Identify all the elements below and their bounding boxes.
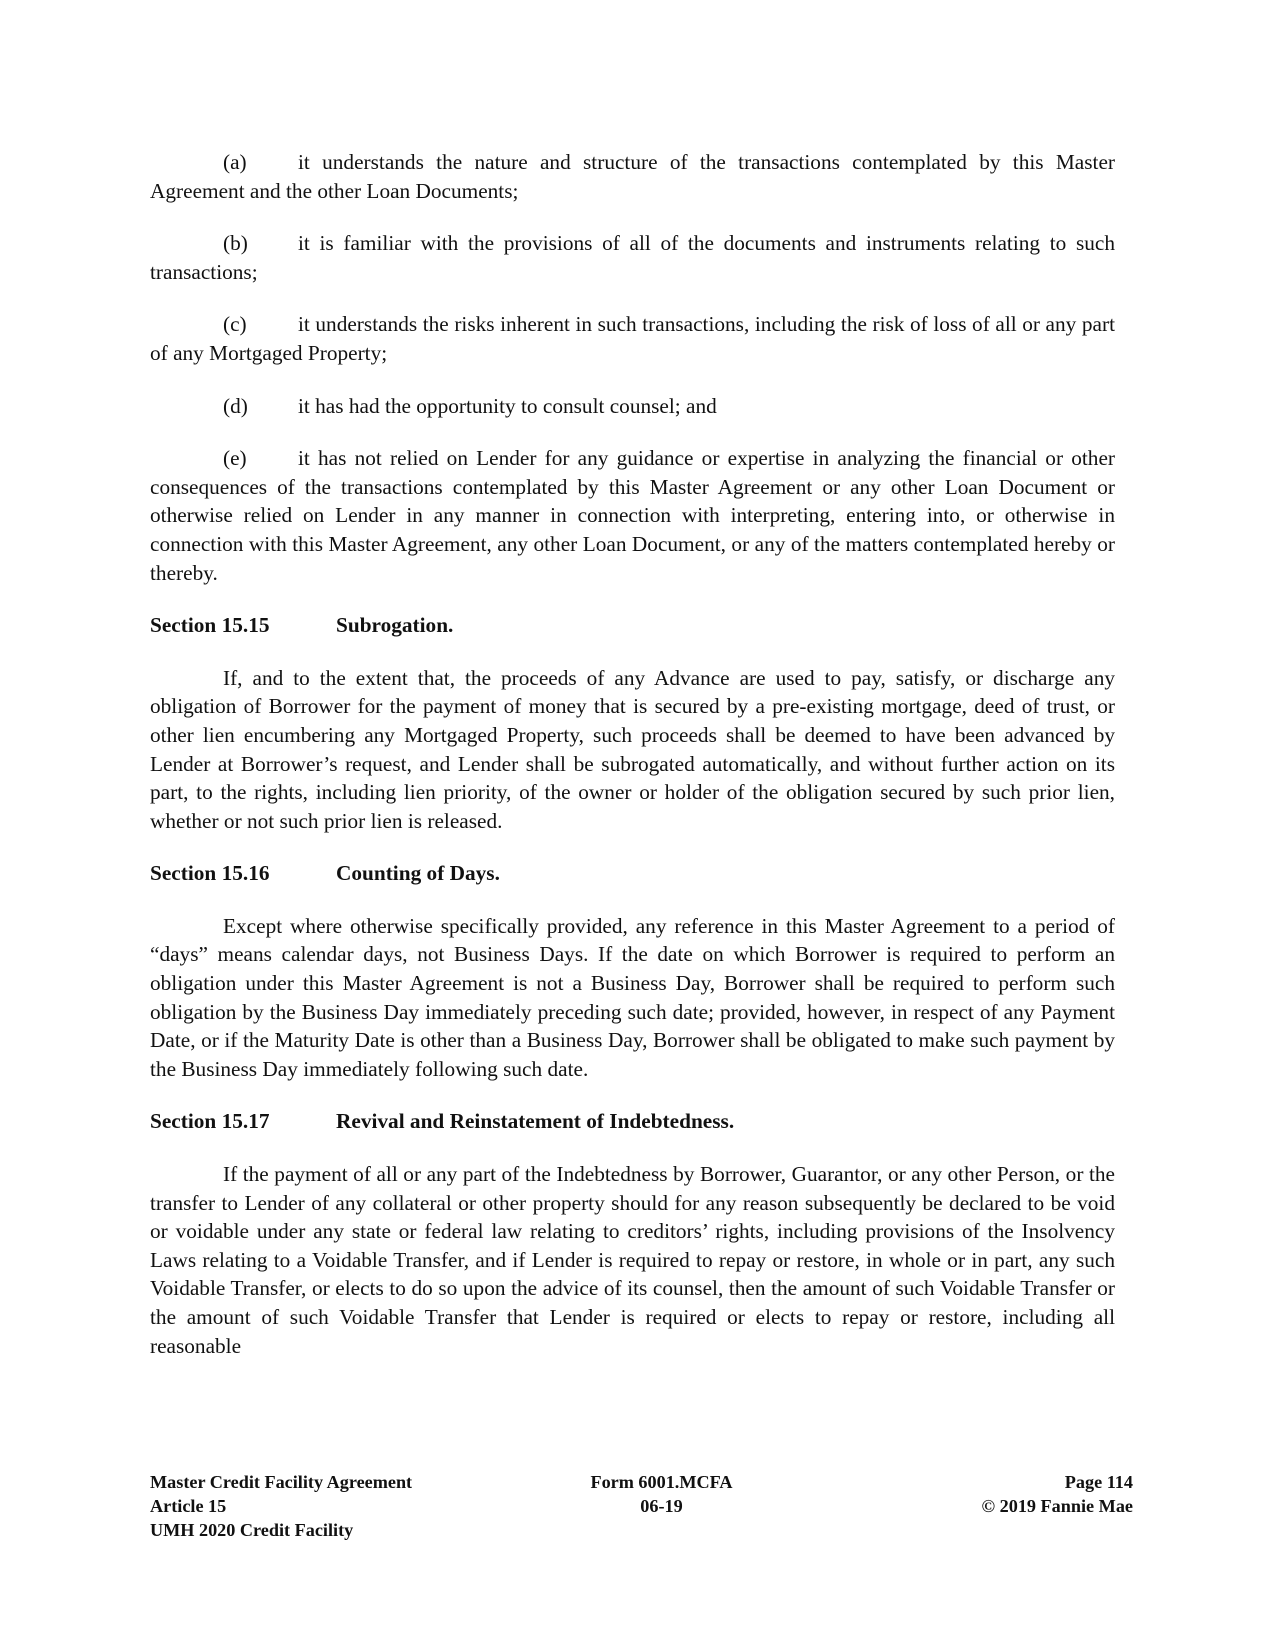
list-item-c [150, 310, 1115, 367]
item-text: it understands the risks inherent in such transactions, including the risk of loss of all or any part of any Mortgaged Property; [150, 312, 1115, 365]
section-heading-15-17 [150, 1107, 1115, 1136]
section-title: Counting of Days. [336, 861, 500, 886]
footer-left [150, 1470, 490, 1542]
item-label: (b) [223, 231, 248, 256]
section-title: Revival and Reinstatement of Indebtedness. [336, 1109, 735, 1134]
item-text: it understands the nature and structure of the transactions contemplated by this Master Agreement and the other Loan Documents; [150, 150, 1115, 203]
section-heading-15-15 [150, 611, 1115, 640]
footer-page-number: Page 114 [1064, 1472, 1133, 1492]
footer-right [833, 1470, 1133, 1542]
section-number: Section 15.15 [150, 613, 270, 638]
section-number: Section 15.16 [150, 861, 270, 886]
footer-middle [512, 1470, 812, 1542]
section-body-15-16: Except where otherwise specifically provided, any reference in this Master Agreement to a period of “days” means calendar days, not Business Days. If the date on which Borrower is required to perform an obligation under this Master Agreement is not a Business Day, Borrower shall be required to perform such obligation by the Business Day immediately preceding such date; provided, however, in respect of any Payment Date, or if the Maturity Date is other than a Business Day, Borrower shall be obligated to make such payment by the Business Day immediately following such date. [150, 913, 1115, 1081]
item-label: (c) [223, 312, 247, 337]
item-text: it has not relied on Lender for any guidance or expertise in analyzing the financial or other consequences of the transactions contemplated by this Master Agreement or any other Loan Document or otherwise relied on Lender in any manner in connection with interpreting, entering into, or otherwise in connection with this Master Agreement, any other Loan Document, or any of the matters contemplated hereby or thereby. [150, 446, 1115, 585]
section-body-15-15: If, and to the extent that, the proceeds of any Advance are used to pay, satisfy, or discharge any obligation of Borrower for the payment of money that is secured by a pre-existing mortgage, deed of trust, or other lien encumbering any Mortgaged Property, such proceeds shall be deemed to have been advanced by Lender at Borrower’s request, and Lender shall be subrogated automatically, and without further action on its part, to the rights, including lien priority, of the owner or holder of the obligation secured by such prior lien, whether or not such prior lien is released. [150, 665, 1115, 833]
footer-facility: UMH 2020 Credit Facility [150, 1520, 354, 1540]
item-text: it is familiar with the provisions of all of the documents and instruments relating to such transactions; [150, 231, 1115, 284]
list-item-a [150, 148, 1115, 205]
list-item-e [150, 444, 1115, 587]
document-body [150, 148, 1115, 1384]
footer-document-title: Master Credit Facility Agreement [150, 1472, 413, 1492]
footer-form-number: Form 6001.MCFA [590, 1472, 733, 1492]
list-item-b [150, 229, 1115, 286]
item-label: (a) [223, 150, 247, 174]
section-body-15-17: If the payment of all or any part of the Indebtedness by Borrower, Guarantor, or any other Person, or the transfer to Lender of any collateral or other property should for any reason subsequently be declared to be void or voidable under any state or federal law relating to creditors’ rights, including provisions of the Insolvency Laws relating to a Voidable Transfer, and if Lender is required to repay or restore, in whole or in part, any such Voidable Transfer, or elects to do so upon the advice of its counsel, then the amount of such Voidable Transfer or the amount of such Voidable Transfer that Lender is required or elects to repay or restore, including all reasonable [150, 1162, 1115, 1358]
footer-copyright: © 2019 Fannie Mae [981, 1496, 1133, 1516]
item-text: it has had the opportunity to consult counsel; and [298, 393, 717, 418]
page-footer [150, 1470, 1133, 1542]
section-heading-15-16 [150, 859, 1115, 888]
item-label: (d) [223, 393, 248, 418]
section-number: Section 15.17 [150, 1109, 270, 1134]
list-item-d [150, 392, 1115, 421]
section-title: Subrogation. [336, 613, 454, 638]
item-label: (e) [223, 446, 247, 471]
footer-article: Article 15 [150, 1496, 227, 1516]
footer-form-date: 06-19 [640, 1496, 683, 1516]
